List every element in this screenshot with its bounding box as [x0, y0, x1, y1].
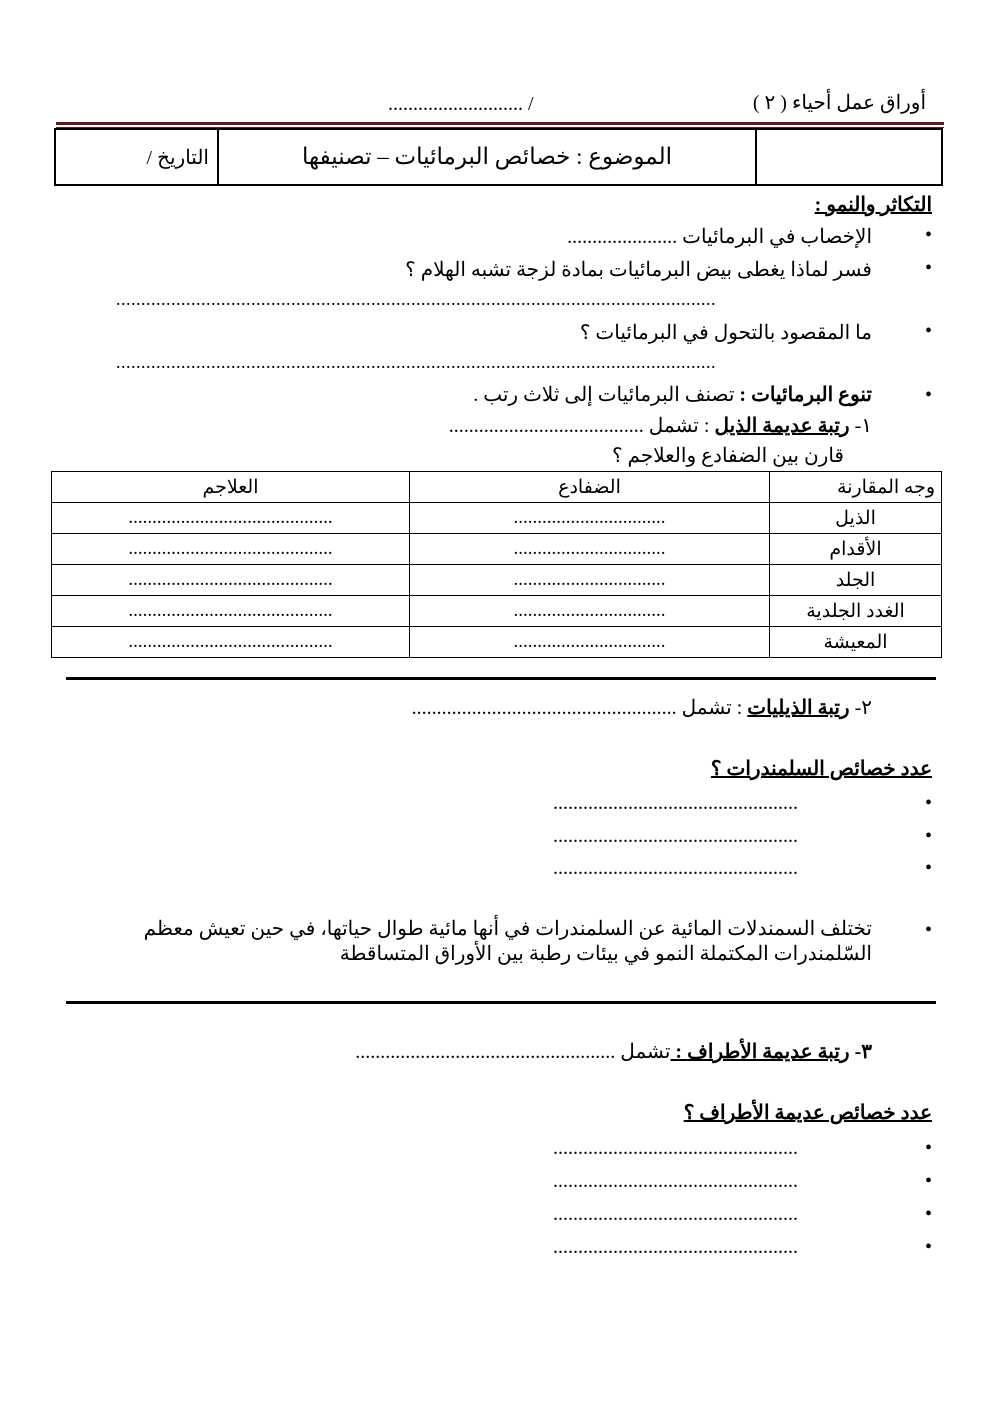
diversity-text: تصنف البرمائيات إلى ثلاث رتب . [473, 384, 740, 406]
newt-fact [112, 916, 872, 966]
answer-dots: ................................................. [553, 1203, 798, 1225]
bullet-icon: • [924, 792, 932, 814]
answer-line: ........................................................................................................................ [116, 352, 716, 372]
table-row [52, 503, 942, 534]
section-divider [66, 677, 936, 680]
date-label: التاريخ / [146, 146, 209, 169]
frogs-cell: ................................ [410, 534, 770, 565]
order3-number: ٣- [849, 1041, 872, 1063]
aspect-cell: الأقدام [770, 534, 942, 565]
aspect-cell: المعيشة [770, 627, 942, 658]
fertilization-item: الإخصاب في البرمائيات ...................... [567, 226, 872, 248]
answer-dots: ................................................. [553, 857, 798, 879]
order1-rest: : تشمل ....................................... [448, 415, 715, 437]
order2-line [412, 695, 872, 720]
aspect-cell: الغدد الجلدية [770, 596, 942, 627]
compare-question: قارن بين الضفادع والعلاجم ؟ [611, 445, 844, 467]
answer-dots: ................................................. [553, 825, 798, 847]
frogs-cell: ................................ [410, 503, 770, 534]
topic-title: الموضوع : خصائص البرمائيات – تصنيفها [302, 144, 672, 169]
answer-line: ........................................................................................................................ [116, 289, 716, 309]
explain-jelly-question: فسر لماذا يغطى بيض البرمائيات بمادة لزجة تشبه الهلام ؟ [405, 259, 872, 281]
newt-fact-line1: تختلف السمندلات المائية عن السلمندرات في أنها مائية طوال حياتها، في حين تعيش معظم [143, 918, 872, 940]
bullet-icon: • [924, 857, 932, 879]
worksheet-series-title: أوراق عمل أحياء ( ٢ ) [752, 92, 926, 114]
toads-cell: ........................................... [52, 534, 410, 565]
toads-cell: ........................................... [52, 565, 410, 596]
bullet-icon: • [924, 224, 932, 246]
toads-cell: ........................................... [52, 627, 410, 658]
comparison-table [51, 471, 942, 658]
aspect-cell: الجلد [770, 565, 942, 596]
toads-cell: ........................................... [52, 596, 410, 627]
bullet-icon: • [924, 1137, 932, 1159]
section-divider [66, 1001, 936, 1004]
order1-name: رتبة عديمة الذيل [714, 415, 850, 437]
bullet-icon: • [924, 257, 932, 279]
bullet-icon: • [924, 384, 932, 406]
order3-rest: تشمل .................................................... [355, 1041, 671, 1063]
bullet-icon: • [924, 1170, 932, 1192]
blank-cell [756, 129, 942, 185]
frogs-cell: ................................ [410, 596, 770, 627]
metamorphosis-question: ما المقصود بالتحول في البرمائيات ؟ [579, 322, 872, 344]
order3-colon: : [670, 1041, 688, 1063]
reproduction-title: التكاثر والنمو : [814, 194, 932, 216]
salamander-question: عدد خصائص السلمندرات ؟ [710, 758, 932, 780]
bullet-icon: • [924, 320, 932, 342]
caecilian-question: عدد خصائص عديمة الأطراف ؟ [683, 1102, 932, 1124]
table-row [52, 627, 942, 658]
table-header-row [52, 472, 942, 503]
header-aspect: وجه المقارنة [770, 472, 942, 503]
table-row [52, 534, 942, 565]
topic-cell [218, 129, 756, 185]
topic-header-table [54, 128, 943, 186]
order3-line [355, 1039, 872, 1064]
table-row [52, 596, 942, 627]
order3-name: رتبة عديمة الأطراف [687, 1041, 850, 1063]
frogs-cell: ................................ [410, 565, 770, 596]
order1-number: ١- [849, 415, 872, 437]
answer-dots: ................................................. [553, 1170, 798, 1192]
diversity-label: تنوع البرمائيات : [739, 384, 872, 406]
answer-dots: ................................................. [553, 1236, 798, 1258]
frogs-cell: ................................ [410, 627, 770, 658]
toads-cell: ........................................... [52, 503, 410, 534]
order2-rest: : تشمل ..................................................... [411, 697, 748, 719]
header-toads: العلاجم [52, 472, 410, 503]
bullet-icon: • [924, 919, 932, 941]
order2-name: رتبة الذيليات [747, 697, 850, 719]
table-row [52, 565, 942, 596]
bullet-icon: • [924, 1203, 932, 1225]
header-frogs: الضفادع [410, 472, 770, 503]
diversity-line [473, 382, 872, 407]
date-label-cell [55, 129, 218, 185]
header-rule-top [56, 122, 944, 125]
date-dots: ........................... / [388, 93, 534, 115]
aspect-cell: الذيل [770, 503, 942, 534]
answer-dots: ................................................. [553, 1137, 798, 1159]
answer-dots: ................................................. [553, 792, 798, 814]
bullet-icon: • [924, 1236, 932, 1258]
newt-fact-line2: السّلمندرات المكتملة النمو في بيئات رطبة بين الأوراق المتساقطة [339, 943, 872, 965]
order2-number: ٢- [849, 697, 872, 719]
bullet-icon: • [924, 825, 932, 847]
order1-line [449, 413, 872, 438]
